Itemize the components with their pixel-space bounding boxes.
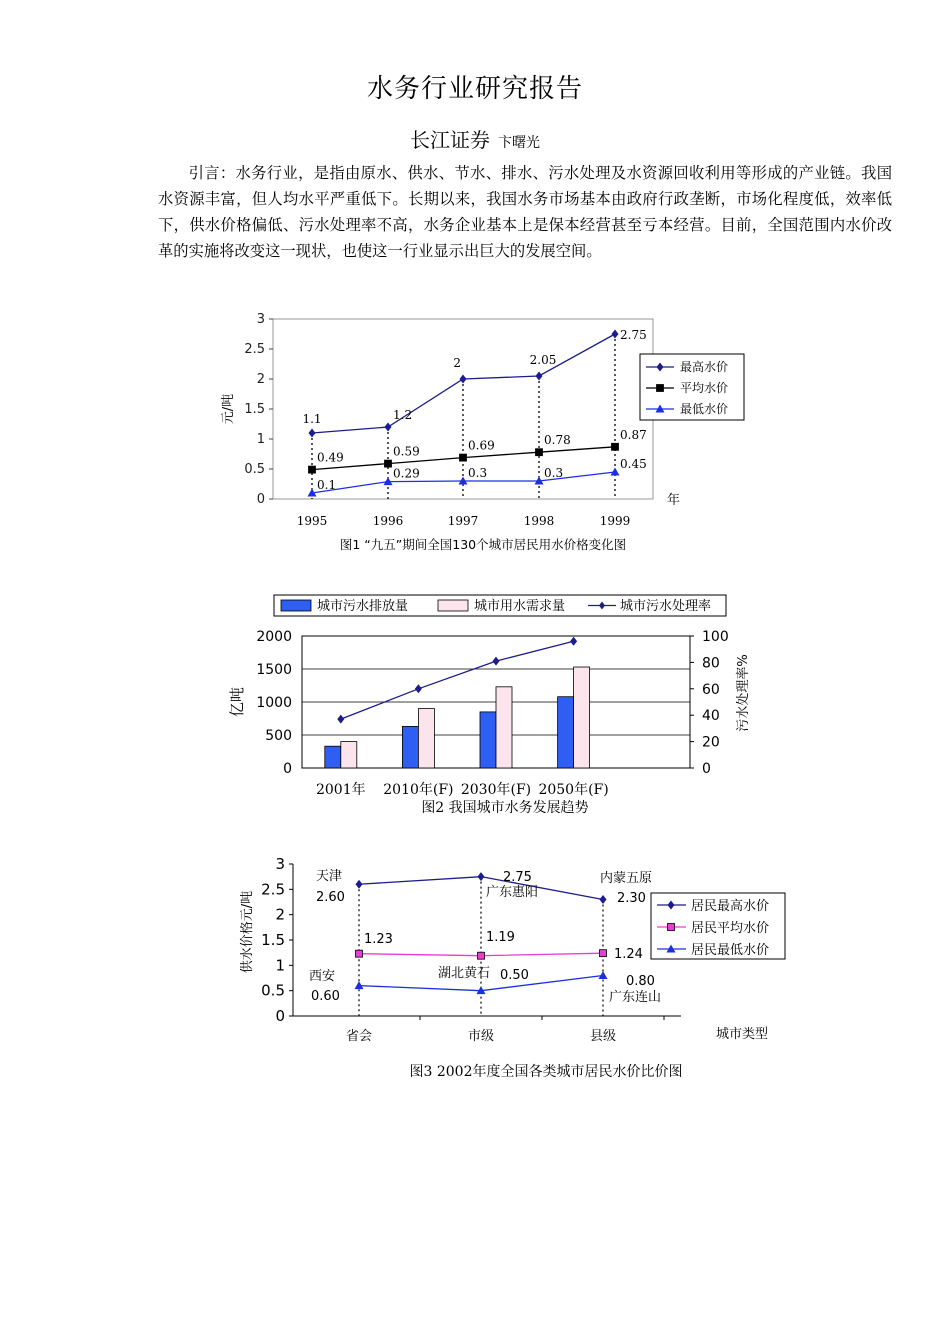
data-point xyxy=(460,375,467,384)
legend-swatch xyxy=(281,600,311,611)
legend-label: 城市污水处理率 xyxy=(620,599,712,614)
legend-marker xyxy=(657,385,664,392)
data-point xyxy=(478,872,485,881)
data-label: 0.3 xyxy=(468,466,488,480)
legend-label: 城市用水需求量 xyxy=(474,599,566,614)
data-label: 2.05 xyxy=(529,353,557,367)
y-tick-label: 0 xyxy=(283,761,292,777)
y-tick-label: 2.5 xyxy=(261,880,285,899)
y2-tick-label: 80 xyxy=(702,655,720,672)
y-tick-label: 1500 xyxy=(256,662,292,678)
data-label: 0.80 xyxy=(626,974,655,989)
y-tick-label: 500 xyxy=(265,728,292,744)
data-point xyxy=(460,454,467,461)
y-tick-label: 1.5 xyxy=(244,402,265,417)
bar-城市污水排放量 xyxy=(325,746,341,768)
data-label: 0.78 xyxy=(544,433,571,448)
y-tick-label: 0.5 xyxy=(261,981,285,1000)
data-label: 2.75 xyxy=(503,870,532,885)
data-point xyxy=(356,950,363,957)
data-label: 0.45 xyxy=(620,457,647,471)
data-point xyxy=(536,372,543,381)
series-line-最高水价 xyxy=(312,334,615,433)
bar-城市污水排放量 xyxy=(402,726,418,768)
y2-tick-label: 60 xyxy=(702,681,720,698)
y-tick-label: 2 xyxy=(256,372,265,387)
data-label: 0.29 xyxy=(393,466,420,481)
data-label: 0.59 xyxy=(393,444,420,459)
y-tick-label: 1 xyxy=(275,956,285,975)
y2-tick-label: 40 xyxy=(702,708,720,725)
x-tick-label: 1995 xyxy=(296,514,328,528)
data-label: 0.3 xyxy=(544,466,564,480)
data-label: 2.30 xyxy=(617,891,646,906)
y-tick-label: 0 xyxy=(256,492,265,507)
x-tick-label: 2050年(F) xyxy=(538,782,609,798)
bar-城市用水需求量 xyxy=(418,709,434,768)
y-axis-label: 亿吨 xyxy=(228,686,246,718)
x-tick-label: 市级 xyxy=(467,1029,495,1044)
chart-title: 图1 “九五”期间全国130个城市居民用水价格变化图 xyxy=(339,537,627,552)
data-point xyxy=(385,460,392,467)
x-tick-label: 1998 xyxy=(523,514,555,528)
city-label: 广东连山 xyxy=(609,990,662,1005)
y2-tick-label: 20 xyxy=(702,734,720,751)
data-label: 0.87 xyxy=(620,427,647,442)
bar-城市用水需求量 xyxy=(574,667,590,768)
x-tick-label: 2010年(F) xyxy=(383,782,454,798)
y2-axis-label: 污水处理率% xyxy=(736,654,751,732)
data-label: 0.69 xyxy=(468,438,495,453)
x-tick-label: 2001年 xyxy=(315,782,366,798)
legend-label: 居民最高水价 xyxy=(691,899,770,914)
chart-title: 图3 2002年度全国各类城市居民水价比价图 xyxy=(409,1064,683,1080)
bar-城市污水排放量 xyxy=(480,712,496,768)
data-label: 1.24 xyxy=(614,947,643,962)
y-axis-label: 元/吨 xyxy=(221,393,236,425)
y-tick-label: 2 xyxy=(275,905,285,924)
data-point xyxy=(599,971,608,979)
x-tick-label: 1999 xyxy=(599,514,631,528)
data-point xyxy=(356,880,363,889)
byline xyxy=(0,124,950,153)
y-tick-label: 3 xyxy=(275,855,285,873)
y-tick-label: 2000 xyxy=(256,629,292,645)
legend-label: 居民平均水价 xyxy=(691,921,770,936)
data-point xyxy=(536,449,543,456)
data-point xyxy=(309,429,316,438)
x-tick-label: 2030年(F) xyxy=(460,782,532,798)
intro-paragraph: 引言：水务行业，是指由原水、供水、节水、排水、污水处理及水资源回收利用等形成的产业链。我国水资源丰富，但人均水平严重低下。长期以来，我国水务市场基本由政府行政垄断，市场化程度低，效率低下，供水价格偏低、污水处理率不高，水务企业基本上是保本经营甚至亏本经营。目前，全国范围内水价改革的实施将改变这一现状，也使这一行业显示出巨大的发展空间。 xyxy=(158,164,892,260)
city-label: 内蒙五原 xyxy=(600,871,653,886)
chart-title: 图2 我国城市水务发展趋势 xyxy=(421,800,589,816)
legend-label: 平均水价 xyxy=(680,381,729,395)
data-label: 1.23 xyxy=(364,932,393,947)
data-point xyxy=(309,466,316,473)
legend-label: 城市污水排放量 xyxy=(317,599,409,614)
y-tick-label: 3 xyxy=(256,312,265,327)
legend-marker xyxy=(668,924,675,931)
data-label: 1.1 xyxy=(302,412,322,426)
x-tick-label: 1997 xyxy=(447,514,479,528)
data-label: 0.60 xyxy=(311,989,340,1004)
data-label: 0.49 xyxy=(317,450,344,465)
city-label: 天津 xyxy=(316,869,343,884)
data-label: 2.75 xyxy=(620,328,647,342)
y-tick-label: 0 xyxy=(275,1007,285,1025)
bar-城市污水排放量 xyxy=(558,697,574,768)
city-label: 广东惠阳 xyxy=(486,885,539,900)
data-point xyxy=(600,950,607,957)
chart-2-urban-water-trend xyxy=(0,590,950,818)
chart-1-water-price-1995-1999 xyxy=(0,308,950,558)
y-tick-label: 1 xyxy=(256,432,265,447)
city-label: 西安 xyxy=(309,969,336,984)
legend-label: 最高水价 xyxy=(680,360,729,374)
y-tick-label: 1.5 xyxy=(261,931,285,949)
data-point xyxy=(385,423,392,432)
data-label: 1.19 xyxy=(486,930,515,945)
data-point xyxy=(478,952,485,959)
legend-label: 居民最低水价 xyxy=(691,943,770,958)
chart-3-2002-city-price-compare xyxy=(0,840,950,1080)
data-label: 2.60 xyxy=(316,890,345,905)
data-point xyxy=(612,330,619,339)
x-tick-label: 县级 xyxy=(589,1029,617,1044)
y-tick-label: 0.5 xyxy=(244,462,265,477)
bar-城市用水需求量 xyxy=(341,742,357,768)
data-label: 0.1 xyxy=(317,478,337,492)
data-point xyxy=(611,468,620,476)
legend-swatch xyxy=(438,600,468,611)
data-label: 1.2 xyxy=(393,408,413,422)
x-axis-label: 城市类型 xyxy=(715,1027,769,1042)
y2-tick-label: 0 xyxy=(702,761,711,777)
data-label: 0.50 xyxy=(500,968,529,983)
data-point xyxy=(612,443,619,450)
data-label: 2 xyxy=(453,356,461,370)
legend-label: 最低水价 xyxy=(680,402,729,416)
data-point xyxy=(600,895,607,904)
city-label: 湖北黄石 xyxy=(438,966,491,981)
x-tick-label: 省会 xyxy=(345,1029,373,1044)
y-tick-label: 2.5 xyxy=(244,342,265,357)
byline-author: 卞曙光 xyxy=(498,135,540,151)
y-axis-label: 供水价格元/吨 xyxy=(240,890,255,974)
x-axis-label: 年 xyxy=(667,493,681,508)
x-tick-label: 1996 xyxy=(372,514,404,528)
document-title: 水务行业研究报告 xyxy=(366,74,583,104)
byline-org: 长江证券 xyxy=(410,128,490,152)
y2-tick-label: 100 xyxy=(702,629,729,645)
y-tick-label: 1000 xyxy=(256,695,292,711)
bar-城市用水需求量 xyxy=(496,687,512,768)
